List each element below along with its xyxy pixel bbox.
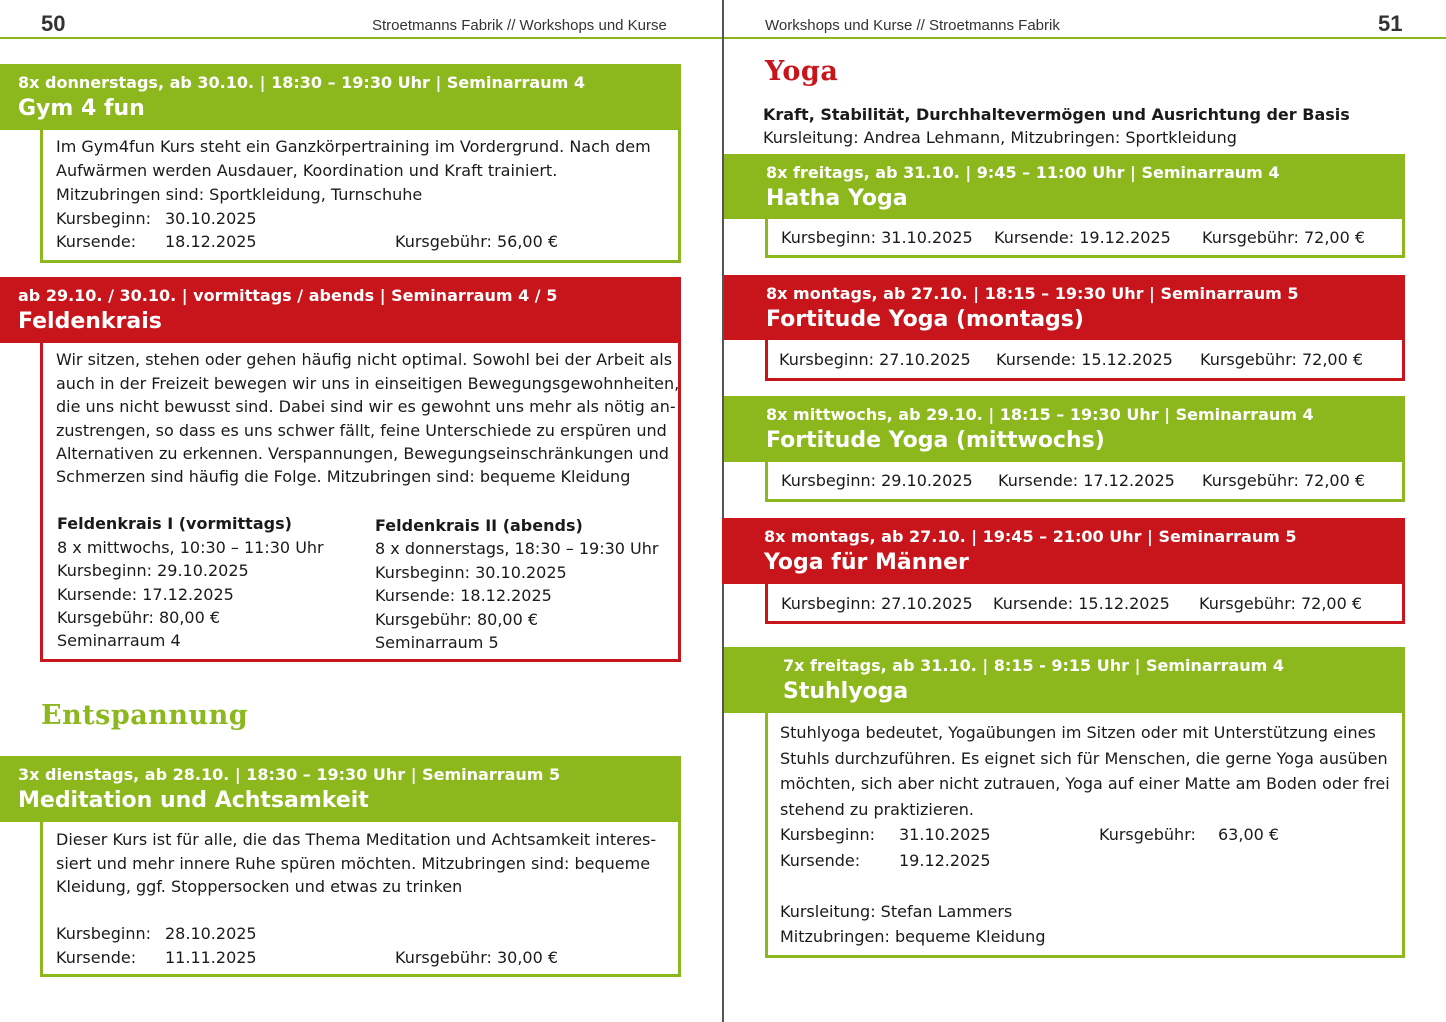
gym-course-title: Gym 4 fun xyxy=(18,96,145,121)
gym-course-meta: 8x donnerstags, ab 30.10. | 18:30 – 19:30 Uhr | Seminarraum 4 xyxy=(18,73,585,92)
stuhlyoga-fee-value: 63,00 € xyxy=(1218,825,1280,844)
section-title-entspannung: Entspannung xyxy=(41,700,249,731)
feldenkrais-course-meta: ab 29.10. / 30.10. | vormittags / abends | Seminarraum 4 / 5 xyxy=(18,286,558,305)
feldenkrais-2-start: Kursbeginn: 30.10.2025 xyxy=(375,563,567,582)
running-head-left: Stroetmanns Fabrik // Workshops und Kurse xyxy=(372,17,667,34)
maenner-course-header xyxy=(722,518,1405,584)
gym-start-value: 30.10.2025 xyxy=(165,209,257,228)
meditation-course-body xyxy=(40,822,681,977)
fortitude-mo-course-meta: 8x montags, ab 27.10. | 18:15 – 19:30 Uhr | Seminarraum 5 xyxy=(766,284,1299,303)
feldenkrais-course-header xyxy=(0,277,681,343)
gym-course-body xyxy=(40,130,681,263)
meditation-start-value: 28.10.2025 xyxy=(165,924,257,943)
stuhlyoga-course-meta: 7x freitags, ab 31.10. | 8:15 - 9:15 Uhr | Seminarraum 4 xyxy=(783,656,1285,675)
stuhlyoga-course-title: Stuhlyoga xyxy=(783,679,909,704)
meditation-text-line1: Dieser Kurs ist für alle, die das Thema Meditation und Achtsamkeit interes- xyxy=(56,830,657,849)
gym-text-line3: Mitzubringen sind: Sportkleidung, Turnschuhe xyxy=(56,185,423,204)
hatha-course-header xyxy=(724,154,1405,219)
hatha-course-title: Hatha Yoga xyxy=(766,186,908,211)
gym-text-line2: Aufwärmen werden Ausdauer, Koordination und Kraft trainiert. xyxy=(56,161,558,180)
meditation-course-meta: 3x dienstags, ab 28.10. | 18:30 – 19:30 Uhr | Seminarraum 5 xyxy=(18,765,561,784)
meditation-start-label: Kursbeginn: xyxy=(56,924,152,943)
meditation-end-label: Kursende: xyxy=(56,948,137,967)
stuhlyoga-start-label: Kursbeginn: xyxy=(780,825,876,844)
gym-start-label: Kursbeginn: xyxy=(56,209,152,228)
maenner-course-title: Yoga für Männer xyxy=(764,550,969,575)
gym-text-line1: Im Gym4fun Kurs steht ein Ganzkörpertraining im Vordergrund. Nach dem xyxy=(56,137,651,156)
feldenkrais-2-end: Kursende: 18.12.2025 xyxy=(375,586,552,605)
stuhlyoga-text-line: möchten, sich aber nicht zutrauen, Yoga auf einer Matte am Boden oder frei xyxy=(780,774,1390,793)
yoga-subtitle: Kraft, Stabilität, Durchhaltevermögen und Ausrichtung der Basis xyxy=(763,105,1350,124)
feldenkrais-2-schedule: 8 x donnerstags, 18:30 – 19:30 Uhr xyxy=(375,539,659,558)
fortitude-mo-start: Kursbeginn: 27.10.2025 xyxy=(779,350,971,369)
feldenkrais-text-line: auch in der Freizeit bewegen wir uns in einseitigen Bewegungsgewohnheiten, xyxy=(56,374,680,393)
feldenkrais-text-line: zustrengen, so dass es uns schwer fällt, feine Unterschiede zu erspüren und xyxy=(56,421,667,440)
stuhlyoga-bring: Mitzubringen: bequeme Kleidung xyxy=(780,927,1046,946)
yoga-leader: Kursleitung: Andrea Lehmann, Mitzubringen: Sportkleidung xyxy=(763,128,1237,147)
fortitude-mi-course-header xyxy=(724,396,1405,462)
gym-fee: Kursgebühr: 56,00 € xyxy=(395,232,559,251)
fortitude-mi-course-title: Fortitude Yoga (mittwochs) xyxy=(766,428,1105,453)
fortitude-mi-fee: Kursgebühr: 72,00 € xyxy=(1202,471,1366,490)
fortitude-mo-end: Kursende: 15.12.2025 xyxy=(996,350,1173,369)
feldenkrais-1-end: Kursende: 17.12.2025 xyxy=(57,585,234,604)
feldenkrais-2-room: Seminarraum 5 xyxy=(375,633,499,652)
running-head-right: Workshops und Kurse // Stroetmanns Fabrik xyxy=(765,17,1060,34)
section-title-yoga: Yoga xyxy=(765,56,839,87)
page-number-left: 50 xyxy=(41,11,66,36)
meditation-text-line3: Kleidung, ggf. Stoppersocken und etwas zu trinken xyxy=(56,877,463,896)
hatha-start: Kursbeginn: 31.10.2025 xyxy=(781,228,973,247)
stuhlyoga-text-line: Stuhls durchzuführen. Es eignet sich für Menschen, die gerne Yoga ausüben xyxy=(780,749,1388,768)
maenner-end: Kursende: 15.12.2025 xyxy=(993,594,1170,613)
fortitude-mi-course-body xyxy=(765,462,1405,502)
header-rule-right xyxy=(724,37,1446,39)
meditation-text-line2: siert und mehr innere Ruhe spüren möchten. Mitzubringen sind: bequeme xyxy=(56,854,651,873)
fortitude-mo-fee: Kursgebühr: 72,00 € xyxy=(1200,350,1364,369)
meditation-course-title: Meditation und Achtsamkeit xyxy=(18,788,369,813)
feldenkrais-course-title: Feldenkrais xyxy=(18,309,162,334)
fortitude-mo-course-body xyxy=(765,340,1405,381)
feldenkrais-text-line: Alternativen zu erkennen. Verspannungen, Bewegungseinschränkungen und xyxy=(56,444,669,463)
feldenkrais-2-heading: Feldenkrais II (abends) xyxy=(375,516,583,535)
feldenkrais-1-schedule: 8 x mittwochs, 10:30 – 11:30 Uhr xyxy=(57,538,324,557)
meditation-course-header xyxy=(0,756,681,822)
stuhlyoga-end-value: 19.12.2025 xyxy=(899,851,991,870)
meditation-fee: Kursgebühr: 30,00 € xyxy=(395,948,559,967)
feldenkrais-1-room: Seminarraum 4 xyxy=(57,631,181,650)
feldenkrais-text-line: Schmerzen sind häufig die Folge. Mitzubringen sind: bequeme Kleidung xyxy=(56,467,631,486)
gym-end-label: Kursende: xyxy=(56,232,137,251)
hatha-end: Kursende: 19.12.2025 xyxy=(994,228,1171,247)
maenner-fee: Kursgebühr: 72,00 € xyxy=(1199,594,1363,613)
stuhlyoga-course-header xyxy=(724,647,1405,713)
feldenkrais-1-heading: Feldenkrais I (vormittags) xyxy=(57,514,292,533)
hatha-fee: Kursgebühr: 72,00 € xyxy=(1202,228,1366,247)
stuhlyoga-fee-label: Kursgebühr: xyxy=(1099,825,1196,844)
feldenkrais-text-line: Wir sitzen, stehen oder gehen häufig nicht optimal. Sowohl bei der Arbeit als xyxy=(56,350,673,369)
fortitude-mi-end: Kursende: 17.12.2025 xyxy=(998,471,1175,490)
feldenkrais-2-fee: Kursgebühr: 80,00 € xyxy=(375,610,539,629)
feldenkrais-text-line: die uns nicht bewusst sind. Dabei sind wir es gewohnt uns mehr als nötig an- xyxy=(56,397,676,416)
meditation-end-value: 11.11.2025 xyxy=(165,948,257,967)
fortitude-mo-course-header xyxy=(724,275,1405,340)
maenner-start: Kursbeginn: 27.10.2025 xyxy=(781,594,973,613)
stuhlyoga-text-line: Stuhlyoga bedeutet, Yogaübungen im Sitzen oder mit Unterstützung eines xyxy=(780,723,1376,742)
gym-end-value: 18.12.2025 xyxy=(165,232,257,251)
feldenkrais-1-start: Kursbeginn: 29.10.2025 xyxy=(57,561,249,580)
fortitude-mi-start: Kursbeginn: 29.10.2025 xyxy=(781,471,973,490)
hatha-course-body xyxy=(765,219,1405,258)
feldenkrais-1-fee: Kursgebühr: 80,00 € xyxy=(57,608,221,627)
fortitude-mi-course-meta: 8x mittwochs, ab 29.10. | 18:15 – 19:30 Uhr | Seminarraum 4 xyxy=(766,405,1314,424)
stuhlyoga-end-label: Kursende: xyxy=(780,851,861,870)
hatha-course-meta: 8x freitags, ab 31.10. | 9:45 – 11:00 Uhr | Seminarraum 4 xyxy=(766,163,1280,182)
feldenkrais-course-body xyxy=(40,343,681,662)
stuhlyoga-text-line: stehend zu praktizieren. xyxy=(780,800,974,819)
gym-course-header xyxy=(0,64,681,130)
page-number-right: 51 xyxy=(1378,11,1403,36)
header-rule-left xyxy=(0,37,722,39)
stuhlyoga-course-body xyxy=(765,713,1405,958)
maenner-course-meta: 8x montags, ab 27.10. | 19:45 – 21:00 Uhr | Seminarraum 5 xyxy=(764,527,1297,546)
stuhlyoga-leader: Kursleitung: Stefan Lammers xyxy=(780,902,1013,921)
stuhlyoga-start-value: 31.10.2025 xyxy=(899,825,991,844)
fortitude-mo-course-title: Fortitude Yoga (montags) xyxy=(766,307,1084,332)
maenner-course-body xyxy=(765,584,1405,624)
